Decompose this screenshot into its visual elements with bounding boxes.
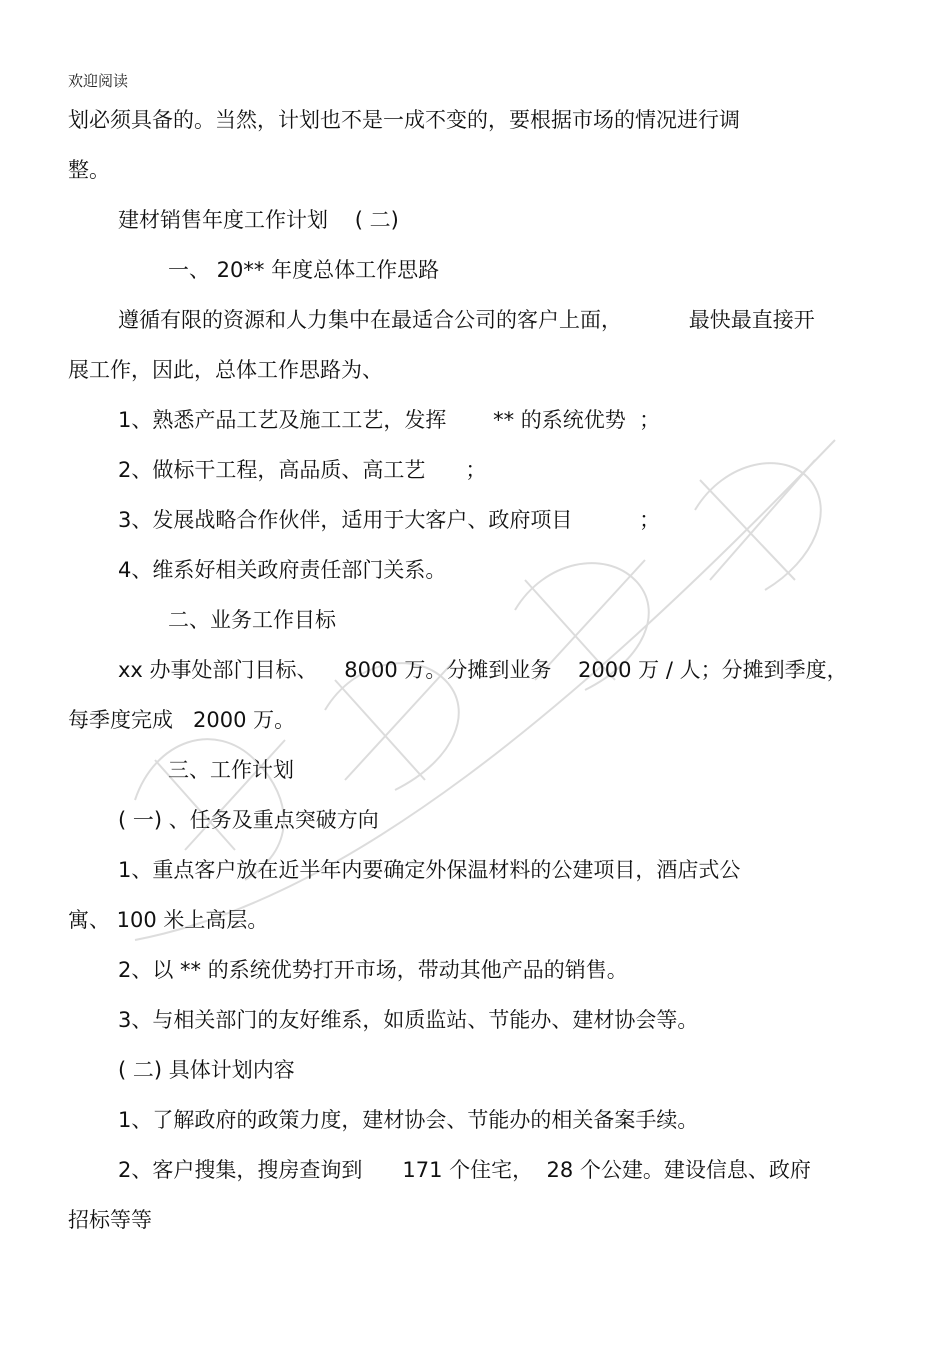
list-item: 2、客户搜集，搜房查询到 171 个住宅， 28 个公建。建设信息、政府 — [118, 1158, 811, 1182]
list-item: 1、了解政府的政策力度，建材协会、节能办的相关备案手续。 — [118, 1108, 699, 1132]
paragraph-line: 遵循有限的资源和人力集中在最适合公司的客户上面， 最快最直接开 — [118, 308, 815, 332]
list-item: 3、发展战略合作伙伴，适用于大客户、政府项目 ； — [118, 508, 661, 532]
paragraph-line: xx 办事处部门目标、 8000 万。分摊到业务 2000 万 / 人；分摊到季度， — [118, 658, 848, 682]
paragraph-line: 整。 — [68, 158, 110, 182]
paragraph-line: 招标等等 — [68, 1208, 152, 1232]
list-item: 2、做标干工程，高品质、高工艺 ； — [118, 458, 487, 482]
list-item: 4、维系好相关政府责任部门关系。 — [118, 558, 447, 582]
list-item: 1、熟悉产品工艺及施工工艺，发挥 ** 的系统优势 ； — [118, 408, 661, 432]
subsection-heading: ( 二) 具体计划内容 — [118, 1058, 295, 1082]
section-heading: 二、业务工作目标 — [168, 608, 336, 632]
paragraph-line: 划必须具备的。当然，计划也不是一成不变的，要根据市场的情况进行调 — [68, 108, 740, 132]
paragraph-line: 展工作，因此，总体工作思路为、 — [68, 358, 383, 382]
section-title: 建材销售年度工作计划 ( 二) — [118, 208, 399, 232]
paragraph-line: 每季度完成 2000 万。 — [68, 708, 296, 732]
page-header: 欢迎阅读 — [68, 72, 129, 90]
section-heading: 三、工作计划 — [168, 758, 294, 782]
subsection-heading: ( 一) 、任务及重点突破方向 — [118, 808, 379, 832]
section-heading: 一、 20** 年度总体工作思路 — [168, 258, 440, 282]
list-item: 1、重点客户放在近半年内要确定外保温材料的公建项目，酒店式公 — [118, 858, 741, 882]
list-item: 3、与相关部门的友好维系，如质监站、节能办、建材协会等。 — [118, 1008, 699, 1032]
list-item: 2、以 ** 的系统优势打开市场，带动其他产品的销售。 — [118, 958, 628, 982]
paragraph-line: 寓、 100 米上高层。 — [68, 908, 269, 932]
